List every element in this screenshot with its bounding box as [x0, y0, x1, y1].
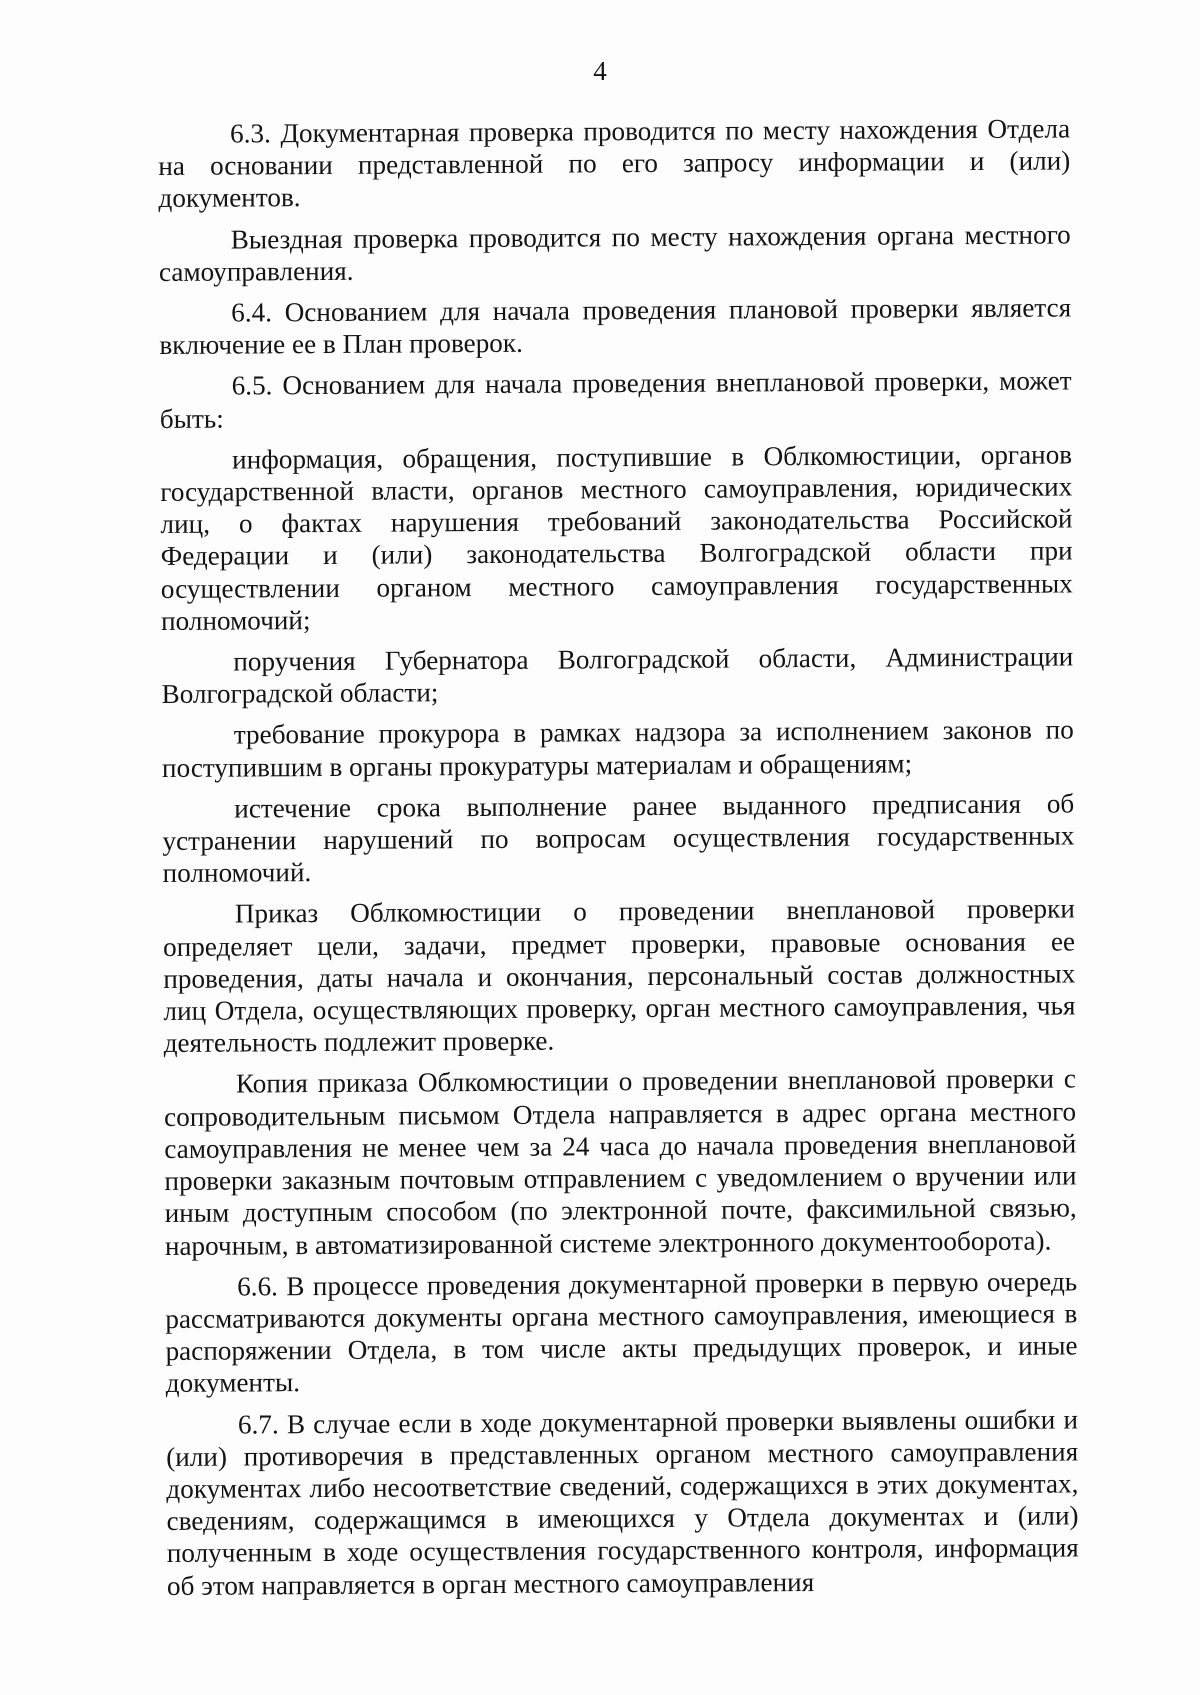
paragraph-ground-governor-orders: поручения Губернатора Волгоградской области, Администрации Волгоградской области; [161, 641, 1074, 710]
paragraph-6-6: 6.6. В процессе проведения документарной проверки в первую очередь рассматриваются документы органа местного самоуправления, имеющиеся в распоряжении Отдела, в том числе акты предыдущих проверок, и иные документы. [165, 1266, 1078, 1399]
paragraph-ground-prescription-expiry: истечение срока выполнение ранее выданного предписания об устранении нарушений по вопросам осуществления государственных полномочий. [162, 788, 1075, 889]
paragraph-6-5: 6.5. Основанием для начала проведения внеплановой проверки, может быть: [159, 365, 1072, 434]
paragraph-ground-prosecutor-demand: требование прокурора в рамках надзора за исполнением законов по поступившим в органы прокуратуры материалам и обращениям; [161, 714, 1074, 783]
page-number: 4 [593, 56, 607, 86]
paragraph-order-contents: Приказ Облкомюстиции о проведении внеплановой проверки определяет цели, задачи, предмет проверки, правовые основания ее проведения, даты начала и окончания, персональный состав должностных лиц Отдела, осуществляющих проверку, орган местного самоуправления, чья деятельность подлежит проверке. [162, 893, 1076, 1059]
paragraph-ground-information: информация, обращения, поступившие в Облкомюстиции, органов государственной власти, органов местного самоуправления, юридических лиц, о фактах нарушения требований законодательства Российской Федерации и (или) законодательства Волгоградской области при осуществлении органом местного самоуправления государственных полномочий; [160, 439, 1073, 636]
paragraph-6-3: 6.3. Документарная проверка проводится по месту нахождения Отдела на основании представленной по его запросу информации и (или) документов. [158, 113, 1071, 214]
document-body [158, 112, 1079, 1610]
paragraph-6-4: 6.4. Основанием для начала проведения плановой проверки является включение ее в План проверок. [159, 292, 1072, 361]
paragraph-6-7: 6.7. В случае если в ходе документарной проверки выявлены ошибки и (или) противоречия в представленных органом местного самоуправления документах либо несоответствие сведений, содержащихся в этих документах, сведениям, содержащимся в имеющихся у Отдела документах и (или) полученным в ходе осуществления государственного контроля, информация об этом направляется в орган местного самоуправления [166, 1403, 1079, 1601]
paragraph-field-inspection: Выездная проверка проводится по месту нахождения органа местного самоуправления. [158, 219, 1071, 287]
paragraph-order-copy: Копия приказа Облкомюстиции о проведении внеплановой проверки с сопроводительным письмом Отдела направляется в адрес органа местного самоуправления не менее чем за 24 часа до начала проведения внеплановой проверки заказным почтовым отправлением с уведомлением о вручении или иным доступным способом (по электронной почте, факсимильной связью, нарочным, в автоматизированной системе электронного документооборота). [164, 1063, 1077, 1261]
